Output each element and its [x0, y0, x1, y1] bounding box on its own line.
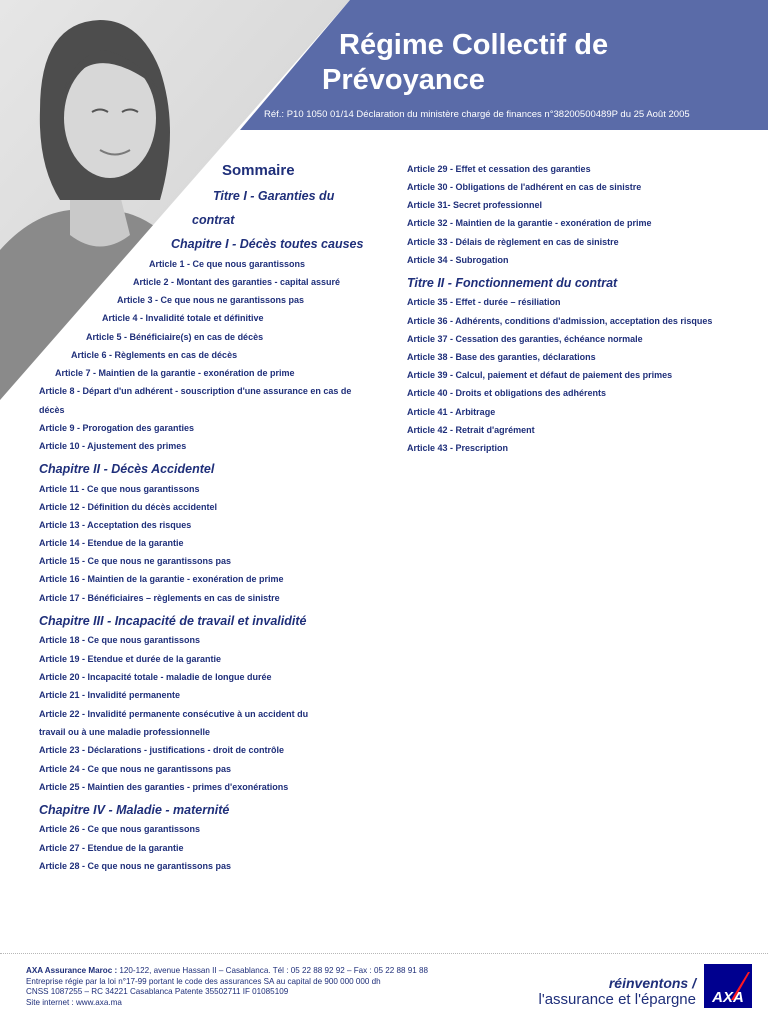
footer-registration-line: CNSS 1087255 – RC 34221 Casablanca Patente 35502711 IF 01085109 [26, 987, 289, 996]
toc-article-link[interactable]: Article 31- Secret professionnel [407, 200, 543, 210]
toc-article-link[interactable]: Article 16 - Maintien de la garantie - exonération de prime [39, 574, 284, 584]
axa-logo-text: AXA [712, 989, 744, 1006]
sommaire-heading: Sommaire [222, 162, 295, 179]
toc-article-link[interactable]: Article 30 - Obligations de l'adhérent en cas de sinistre [407, 182, 642, 192]
toc-article-link[interactable]: Article 19 - Etendue et durée de la garantie [39, 654, 222, 664]
title-line-2: Prévoyance [322, 64, 485, 96]
toc-article-link[interactable]: Article 3 - Ce que nous ne garantissons pas [117, 295, 305, 305]
toc-article-link[interactable]: Article 6 - Règlements en cas de décès [71, 350, 238, 360]
toc-article-link[interactable]: Article 5 - Bénéficiaire(s) en cas de décès [86, 332, 264, 342]
toc-article-link[interactable]: Article 36 - Adhérents, conditions d'admission, acceptation des risques [407, 316, 713, 326]
toc-article-link[interactable]: Article 24 - Ce que nous ne garantissons pas [39, 764, 232, 774]
title-line-1: Régime Collectif de [339, 29, 609, 61]
toc-article-link[interactable]: Article 42 - Retrait d'agrément [407, 425, 535, 435]
company-address: 120-122, avenue Hassan II – Casablanca. Tél : 05 22 88 92 92 – Fax : 05 22 88 91 88 [117, 966, 428, 975]
chapitre-3-heading: Chapitre III - Incapacité de travail et invalidité [39, 614, 307, 628]
toc-article-link[interactable]: Article 18 - Ce que nous garantissons [39, 635, 201, 645]
toc-article-link-cont[interactable]: travail ou à une maladie professionnelle [39, 727, 211, 737]
toc-article-link[interactable]: Article 10 - Ajustement des primes [39, 441, 187, 451]
toc-article-link[interactable]: Article 13 - Acceptation des risques [39, 520, 192, 530]
footer-company-info [26, 966, 428, 1008]
slogan-line-2: l'assurance et l'épargne [538, 991, 696, 1008]
toc-article-link[interactable]: Article 27 - Etendue de la garantie [39, 843, 184, 853]
toc-article-link[interactable]: Article 43 - Prescription [407, 443, 509, 453]
toc-article-link[interactable]: Article 25 - Maintien des garanties - primes d'exonérations [39, 782, 289, 792]
titre-1-heading: Titre I - Garanties du [213, 189, 335, 203]
toc-article-link[interactable]: Article 38 - Base des garanties, déclarations [407, 352, 596, 362]
toc-article-link[interactable]: Article 2 - Montant des garanties - capital assuré [133, 277, 341, 287]
brand-slogan [539, 975, 697, 1009]
toc-article-link[interactable]: Article 11 - Ce que nous garantissons [39, 484, 200, 494]
toc-article-link[interactable]: Article 1 - Ce que nous garantissons [149, 259, 306, 269]
toc-article-link[interactable]: Article 4 - Invalidité totale et définitive [102, 313, 264, 323]
toc-article-link[interactable]: Article 9 - Prorogation des garanties [39, 423, 195, 433]
footer-divider [0, 953, 768, 954]
toc-article-link[interactable]: Article 20 - Incapacité totale - maladie de longue durée [39, 672, 272, 682]
toc-article-link[interactable]: Article 29 - Effet et cessation des garanties [407, 164, 591, 174]
slogan-line-1: réinventons / [608, 975, 696, 991]
toc-article-link[interactable]: Article 32 - Maintien de la garantie - exonération de prime [407, 218, 652, 228]
toc-article-link[interactable]: Article 34 - Subrogation [407, 255, 509, 265]
document-title [322, 28, 608, 98]
toc-article-link[interactable]: Article 39 - Calcul, paiement et défaut de paiement des primes [407, 370, 673, 380]
toc-article-link[interactable]: Article 15 - Ce que nous ne garantissons pas [39, 556, 232, 566]
axa-logo-icon [704, 964, 752, 1008]
toc-article-link[interactable]: Article 8 - Départ d'un adhérent - souscription d'une assurance en cas de [39, 386, 352, 396]
toc-article-link[interactable]: Article 21 - Invalidité permanente [39, 690, 181, 700]
toc-article-link[interactable]: Article 33 - Délais de règlement en cas de sinistre [407, 237, 619, 247]
toc-article-link[interactable]: Article 35 - Effet - durée – résiliation [407, 297, 561, 307]
toc-article-link[interactable]: Article 17 - Bénéficiaires – règlements en cas de sinistre [39, 593, 280, 603]
toc-article-link[interactable]: Article 12 - Définition du décès accidentel [39, 502, 218, 512]
toc-article-link[interactable]: Article 26 - Ce que nous garantissons [39, 824, 201, 834]
toc-article-link[interactable]: Article 37 - Cessation des garanties, échéance normale [407, 334, 643, 344]
toc-article-link[interactable]: Article 40 - Droits et obligations des adhérents [407, 388, 607, 398]
chapitre-4-heading: Chapitre IV - Maladie - maternité [39, 803, 230, 817]
chapitre-1-heading: Chapitre I - Décès toutes causes [171, 237, 364, 251]
footer-legal-line: Entreprise régie par la loi n°17-99 portant le code des assurances SA au capital de 900 000 000 dh [26, 976, 381, 986]
toc-article-link[interactable]: Article 22 - Invalidité permanente consécutive à un accident du [39, 709, 309, 719]
toc-article-link[interactable]: Article 14 - Etendue de la garantie [39, 538, 184, 548]
titre-1-heading-cont: contrat [192, 213, 235, 227]
footer-address-line [26, 966, 428, 977]
company-name: AXA Assurance Maroc : [26, 966, 118, 975]
chapitre-2-heading: Chapitre II - Décès Accidentel [39, 462, 215, 476]
toc-article-link[interactable]: Article 28 - Ce que nous ne garantissons pas [39, 861, 232, 871]
titre-2-heading: Titre II - Fonctionnement du contrat [407, 276, 618, 290]
footer-website-line[interactable]: Site internet : www.axa.ma [26, 997, 122, 1007]
reference-line: Réf.: P10 1050 01/14 Déclaration du ministère chargé de finances n°38200500489P du 25 Août 2005 [264, 109, 690, 120]
toc-article-link-cont[interactable]: décès [39, 405, 65, 415]
toc-article-link[interactable]: Article 7 - Maintien de la garantie - exonération de prime [55, 368, 295, 378]
toc-article-link[interactable]: Article 41 - Arbitrage [407, 407, 496, 417]
toc-article-link[interactable]: Article 23 - Déclarations - justifications - droit de contrôle [39, 745, 285, 755]
